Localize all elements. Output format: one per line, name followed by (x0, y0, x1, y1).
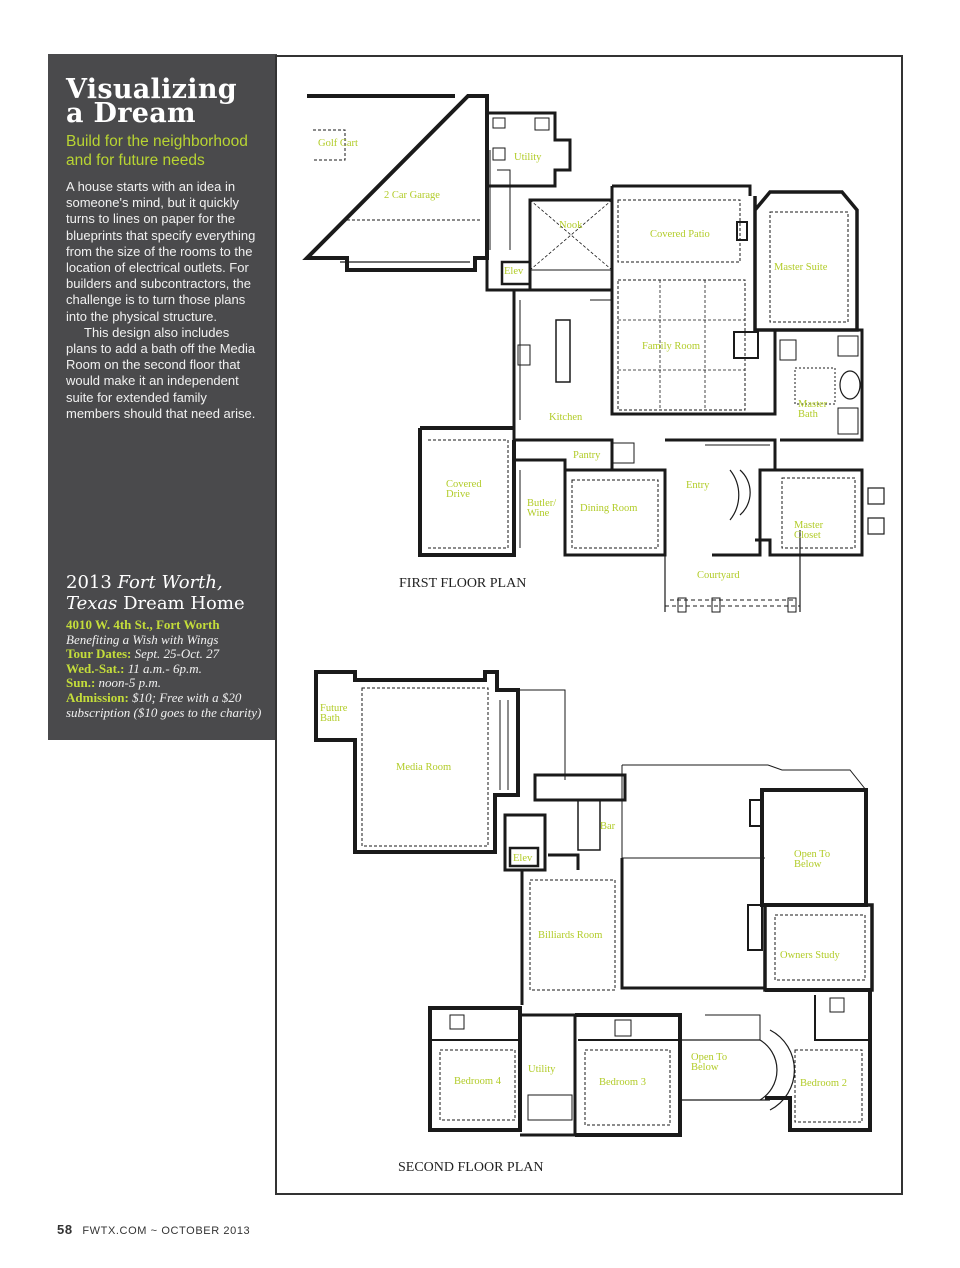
label-covered-patio: Covered Patio (650, 229, 710, 240)
label-covered-drive: Covered Drive (446, 479, 482, 500)
label-golf-cart: Golf Cart (318, 138, 358, 149)
label-butler-wine: Butler/ Wine (527, 498, 557, 519)
sun-label: Sun.: (66, 675, 96, 691)
event-title-rest: Dream Home (123, 593, 245, 614)
label-future-bath: Future Bath (320, 703, 348, 724)
sun-value: noon-5 p.m. (98, 675, 161, 691)
wedsat-label: Wed.-Sat.: (66, 660, 125, 676)
page-footer (57, 1222, 250, 1237)
label-bedroom-3: Bedroom 3 (599, 1077, 646, 1088)
label-owners-study: Owners Study (780, 950, 840, 961)
paragraph-2: This design also includes plans to add a bath off the Media Room on the second floor that would make it an independent suite for extended family members should that need arise. (66, 324, 256, 421)
paragraph-1: A house starts with an idea in someone's mind, but it quickly turns to lines on paper for the blueprints that specify everything from the size of the rooms to the location of electrical outlets. For builders and subcontractors, the challenge is to turn those plans into the physical structure. (66, 179, 256, 324)
label-utility-1: Utility (514, 152, 542, 163)
page-number: 58 (57, 1222, 73, 1237)
label-entry: Entry (686, 480, 710, 491)
event-address: 4010 W. 4th St., Fort Worth (66, 617, 220, 632)
tour-label: Tour Dates: (66, 646, 132, 662)
label-elev-1: Elev (504, 266, 524, 277)
tour-value: Sept. 25-Oct. 27 (134, 646, 220, 662)
label-courtyard: Courtyard (697, 570, 740, 581)
label-master-suite: Master Suite (774, 262, 828, 273)
first-floor-caption: FIRST FLOOR PLAN (399, 576, 527, 591)
label-bedroom-2: Bedroom 2 (800, 1078, 847, 1089)
wedsat-value: 11 a.m.- 6p.m. (127, 660, 202, 676)
label-family-room: Family Room (642, 341, 701, 352)
label-master-closet: Master Closet (794, 520, 824, 541)
label-utility-2: Utility (528, 1064, 556, 1075)
label-billiards-room: Billiards Room (538, 930, 603, 941)
second-floor-caption: SECOND FLOOR PLAN (398, 1160, 544, 1175)
event-title-city: Fort Worth, Texas (66, 572, 223, 614)
label-master-bath: Master Bath (798, 399, 828, 420)
label-elev-2: Elev (513, 853, 533, 864)
admission-value: $10; Free with a $20 subscription ($10 goes to the charity) (66, 689, 262, 720)
publication-line: FWTX.COM ~ OCTOBER 2013 (82, 1225, 251, 1237)
label-dining-room: Dining Room (580, 503, 638, 514)
label-bedroom-4: Bedroom 4 (454, 1076, 501, 1087)
event-benefiting: Benefiting a Wish with Wings (66, 631, 219, 647)
event-title-year: 2013 (66, 572, 112, 593)
label-garage: 2 Car Garage (384, 190, 440, 201)
label-kitchen: Kitchen (549, 412, 583, 423)
label-open-to-below-1: Open To Below (794, 849, 831, 870)
article-subtitle: Build for the neighborhood and for future needs (66, 133, 248, 169)
label-open-to-below-2: Open To Below (691, 1052, 728, 1073)
title-line-1: Visualizing (66, 74, 237, 105)
label-media-room: Media Room (396, 762, 452, 773)
title-line-2: a Dream (66, 98, 196, 129)
second-floor-plan (316, 672, 872, 1135)
admission-label: Admission: (66, 689, 129, 705)
label-pantry: Pantry (573, 450, 601, 461)
label-nook: Nook (559, 220, 583, 231)
first-floor-labels (318, 138, 828, 591)
label-bar: Bar (600, 821, 616, 832)
